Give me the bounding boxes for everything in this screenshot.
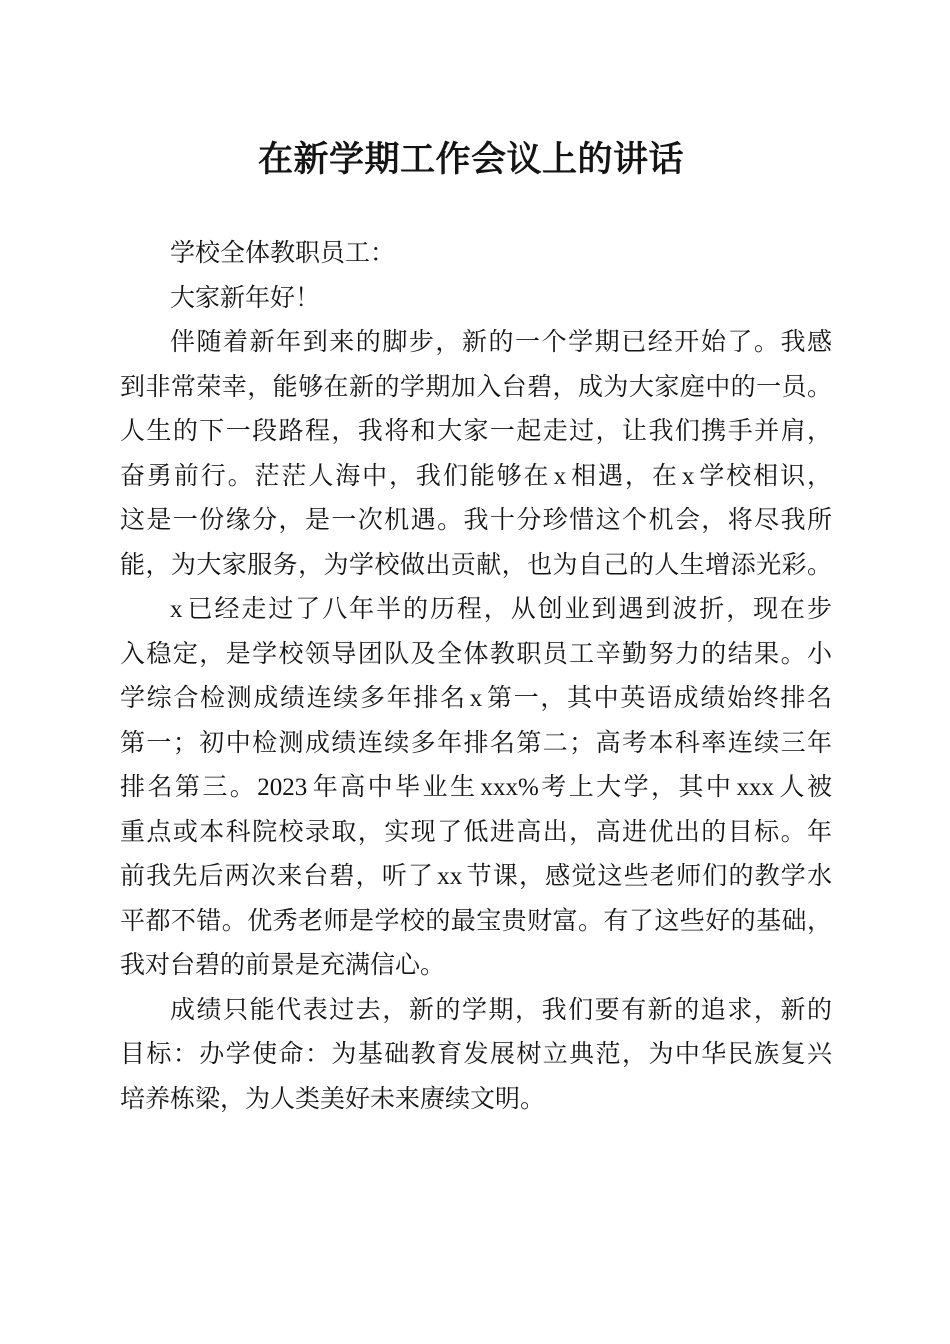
paragraph-line: 目标：办学使命：为基础教育发展树立典范，为中华民族复兴: [120, 1041, 832, 1068]
paragraph-line: 大家新年好！: [170, 284, 321, 312]
paragraph-line: 我对台碧的前景是充满信心。: [120, 952, 446, 979]
greeting-paragraph: [120, 277, 832, 322]
paragraph-line: 培养栋梁，为人类美好未来赓续文明。: [120, 1085, 546, 1113]
achievements-paragraph: [120, 588, 832, 989]
paragraph-line: x已经走过了八年半的历程，从创业到遇到波折，现在步: [170, 596, 832, 623]
paragraph-line: 能，为大家服务，为学校做出贡献，也为自己的人生增添光彩。: [120, 551, 832, 579]
paragraph-line: 学校全体教职员工：: [170, 240, 396, 267]
paragraph-line: 第一；初中检测成绩连续多年排名第二；高考本科率连续三年: [120, 729, 832, 757]
paragraph-line: 到非常荣幸，能够在新的学期加入台碧，成为大家庭中的一员。: [120, 373, 832, 401]
paragraph-line: 成绩只能代表过去，新的学期，我们要有新的追求，新的: [170, 996, 832, 1024]
paragraph-line: 平都不错。优秀老师是学校的最宝贵财富。有了这些好的基础，: [120, 907, 832, 935]
paragraph-line: 学综合检测成绩连续多年排名x第一，其中英语成绩始终排名: [120, 685, 832, 712]
paragraph-line: 前我先后两次来台碧，听了xx节课，感觉这些老师们的教学水: [120, 863, 832, 890]
paragraph-line: 入稳定，是学校领导团队及全体教职员工辛勤努力的结果。小: [120, 640, 832, 668]
paragraph-line: 奋勇前行。茫茫人海中，我们能够在x相遇，在x学校相识，: [120, 462, 832, 490]
paragraph-line: 这是一份缘分，是一次机遇。我十分珍惜这个机会，将尽我所: [120, 507, 832, 534]
paragraph-line: 伴随着新年到来的脚步，新的一个学期已经开始了。我感: [170, 329, 832, 356]
goals-paragraph: [120, 989, 832, 1123]
salutation-paragraph: [120, 232, 832, 277]
paragraph-line: 重点或本科院校录取，实现了低进高出，高进优出的目标。年: [120, 818, 832, 846]
paragraph-line: 人生的下一段路程，我将和大家一起走过，让我们携手并肩，: [120, 418, 832, 445]
intro-paragraph: [120, 321, 832, 588]
document-body: [120, 232, 832, 1122]
document-title: 在新学期工作会议上的讲话: [257, 140, 684, 179]
paragraph-line: 排名第三。2023年高中毕业生xxx%考上大学，其中xxx人被: [120, 774, 832, 801]
